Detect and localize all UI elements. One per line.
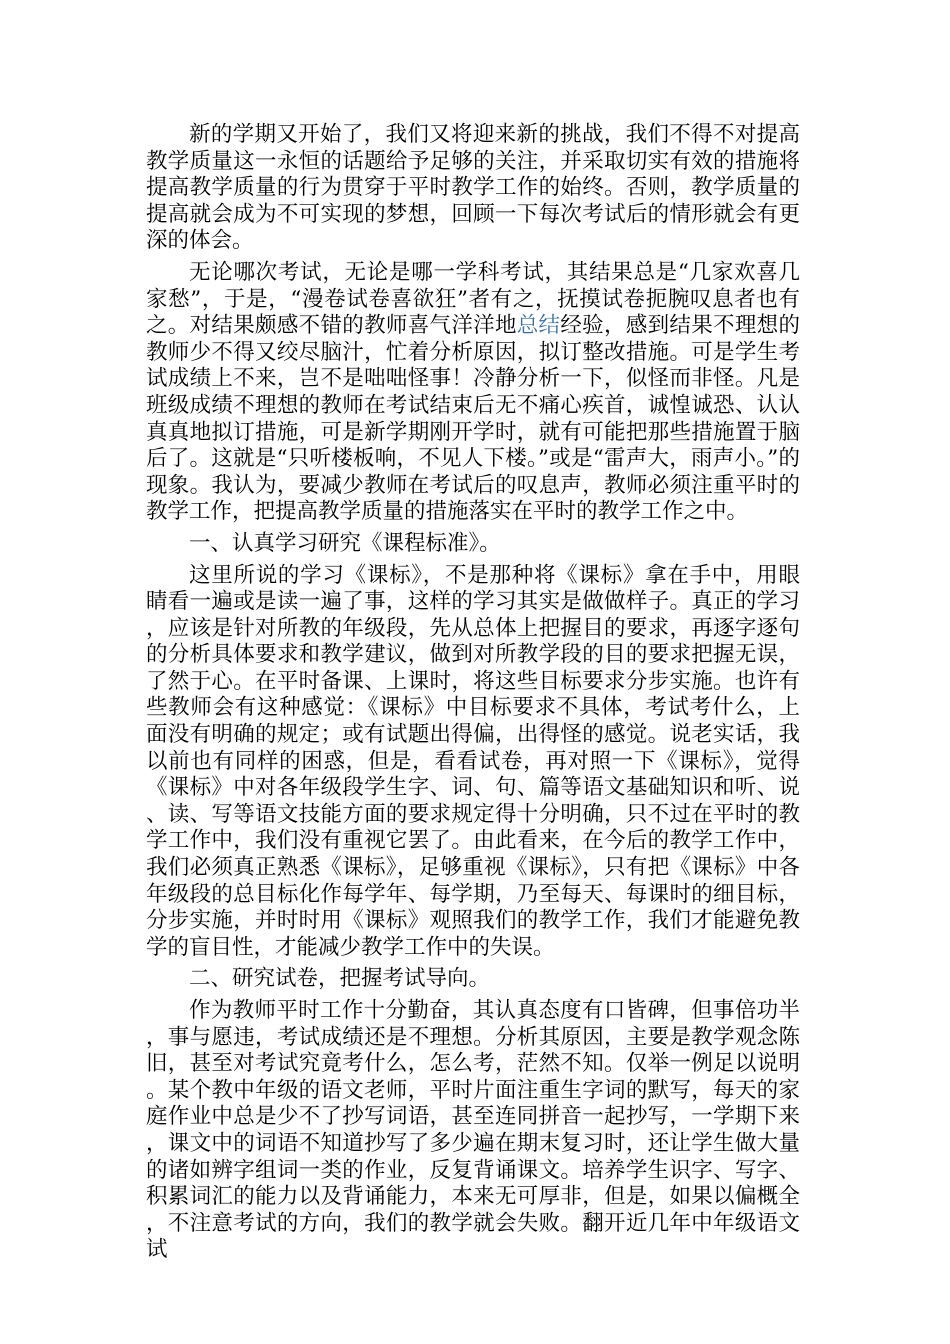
summary-link[interactable]: 总结 xyxy=(516,313,561,339)
paragraph-exam-analysis: 作为教师平时工作十分勤奋，其认真态度有口皆碑，但事倍功半，事与愿违，考试成绩还是不理想。分析其原因，主要是教学观念陈旧，甚至对考试究竟考什么，怎么考，茫然不知。仅举一例足以说明。某个教中年级的语文老师，平时片面注重生字词的默写，每天的家庭作业中总是少不了抄写词语，甚至连同拼音一起抄写，一学期下来，课文中的词语不知道抄写了多少遍在期末复习时，还让学生做大量的诸如辨字组词一类的作业，反复背诵课文。培养学生识字、写字、积累词汇的能力以及背诵能力，本来无可厚非，但是，如果以偏概全，不注意考试的方向，我们的教学就会失败。翻开近几年中年级语文试 xyxy=(146,998,800,1263)
paragraph-exam-results-after: 经验，感到结果不理想的教师少不得又绞尽脑汁，忙着分析原因，拟订整改措施。可是学生考试成绩上不来，岂不是咄咄怪事！冷静分析一下，似怪而非怪。凡是班级成绩不理想的教师在考试结束后无不痛心疾首，诚惶诚恐、认认真真地拟订措施，可是新学期刚开学时，就有可能把那些措施置于脑后了。这就是“只听楼板响，不见人下楼。”或是“雷声大，雨声小。”的现象。我认为，要减少教师在考试后的叹息声，教师必须注重平时的教学工作，把提高教学质量的措施落实在平时的教学工作之中。 xyxy=(146,313,800,525)
section-heading-2: 二、研究试卷，把握考试导向。 xyxy=(189,966,491,992)
paragraph-intro: 新的学期又开始了，我们又将迎来新的挑战，我们不得不对提高教学质量这一永恒的话题给予足够的关注，并采取切实有效的措施将提高教学质量的行为贯穿于平时教学工作的始终。否则，教学质量的提高就会成为不可实现的梦想，回顾一下每次考试后的情形就会有更深的体会。 xyxy=(146,122,800,254)
paragraph-exam-results xyxy=(146,260,800,526)
section-heading-1: 一、认真学习研究《课程标准》。 xyxy=(189,530,501,556)
paragraph-curriculum-standards: 这里所说的学习《课标》，不是那种将《课标》拿在手中，用眼睛看一遍或是读一遍了事，这样的学习其实是做做样子。真正的学习，应该是针对所教的年级段，先从总体上把握目的要求，再逐字逐句的分析具体要求和教学建议，做到对所教学段的目的要求把握无误，了然于心。在平时备课、上课时，将这些目标要求分步实施。也许有些教师会有这种感觉：《课标》中目标要求不具体，考试考什么，上面没有明确的规定；或有试题出得偏，出得怪的感觉。说老实话，我以前也有同样的困惑，但是，看看试卷，再对照一下《课标》，觉得《课标》中对各年级段学生字、词、句、篇等语文基础知识和听、说、读、写等语文技能方面的要求规定得十分明确，只不过在平时的教学工作中，我们没有重视它罢了。由此看来，在今后的教学工作中，我们必须真正熟悉《课标》，足够重视《课标》，只有把《课标》中各年级段的总目标化作每学年、每学期，乃至每天、每课时的细目标，分步实施，并时时用《课标》观照我们的教学工作，我们才能避免教学的盲目性，才能减少教学工作中的失误。 xyxy=(146,562,800,960)
document-body xyxy=(146,122,800,1264)
paragraph-exam-results-before: 无论哪次考试，无论是哪一学科考试，其结果总是“几家欢喜几家愁”，于是，“漫卷试卷喜欲狂”者有之，抚摸试卷扼腕叹息者也有之。对结果颇感不错的教师喜气洋洋地 xyxy=(146,259,800,339)
